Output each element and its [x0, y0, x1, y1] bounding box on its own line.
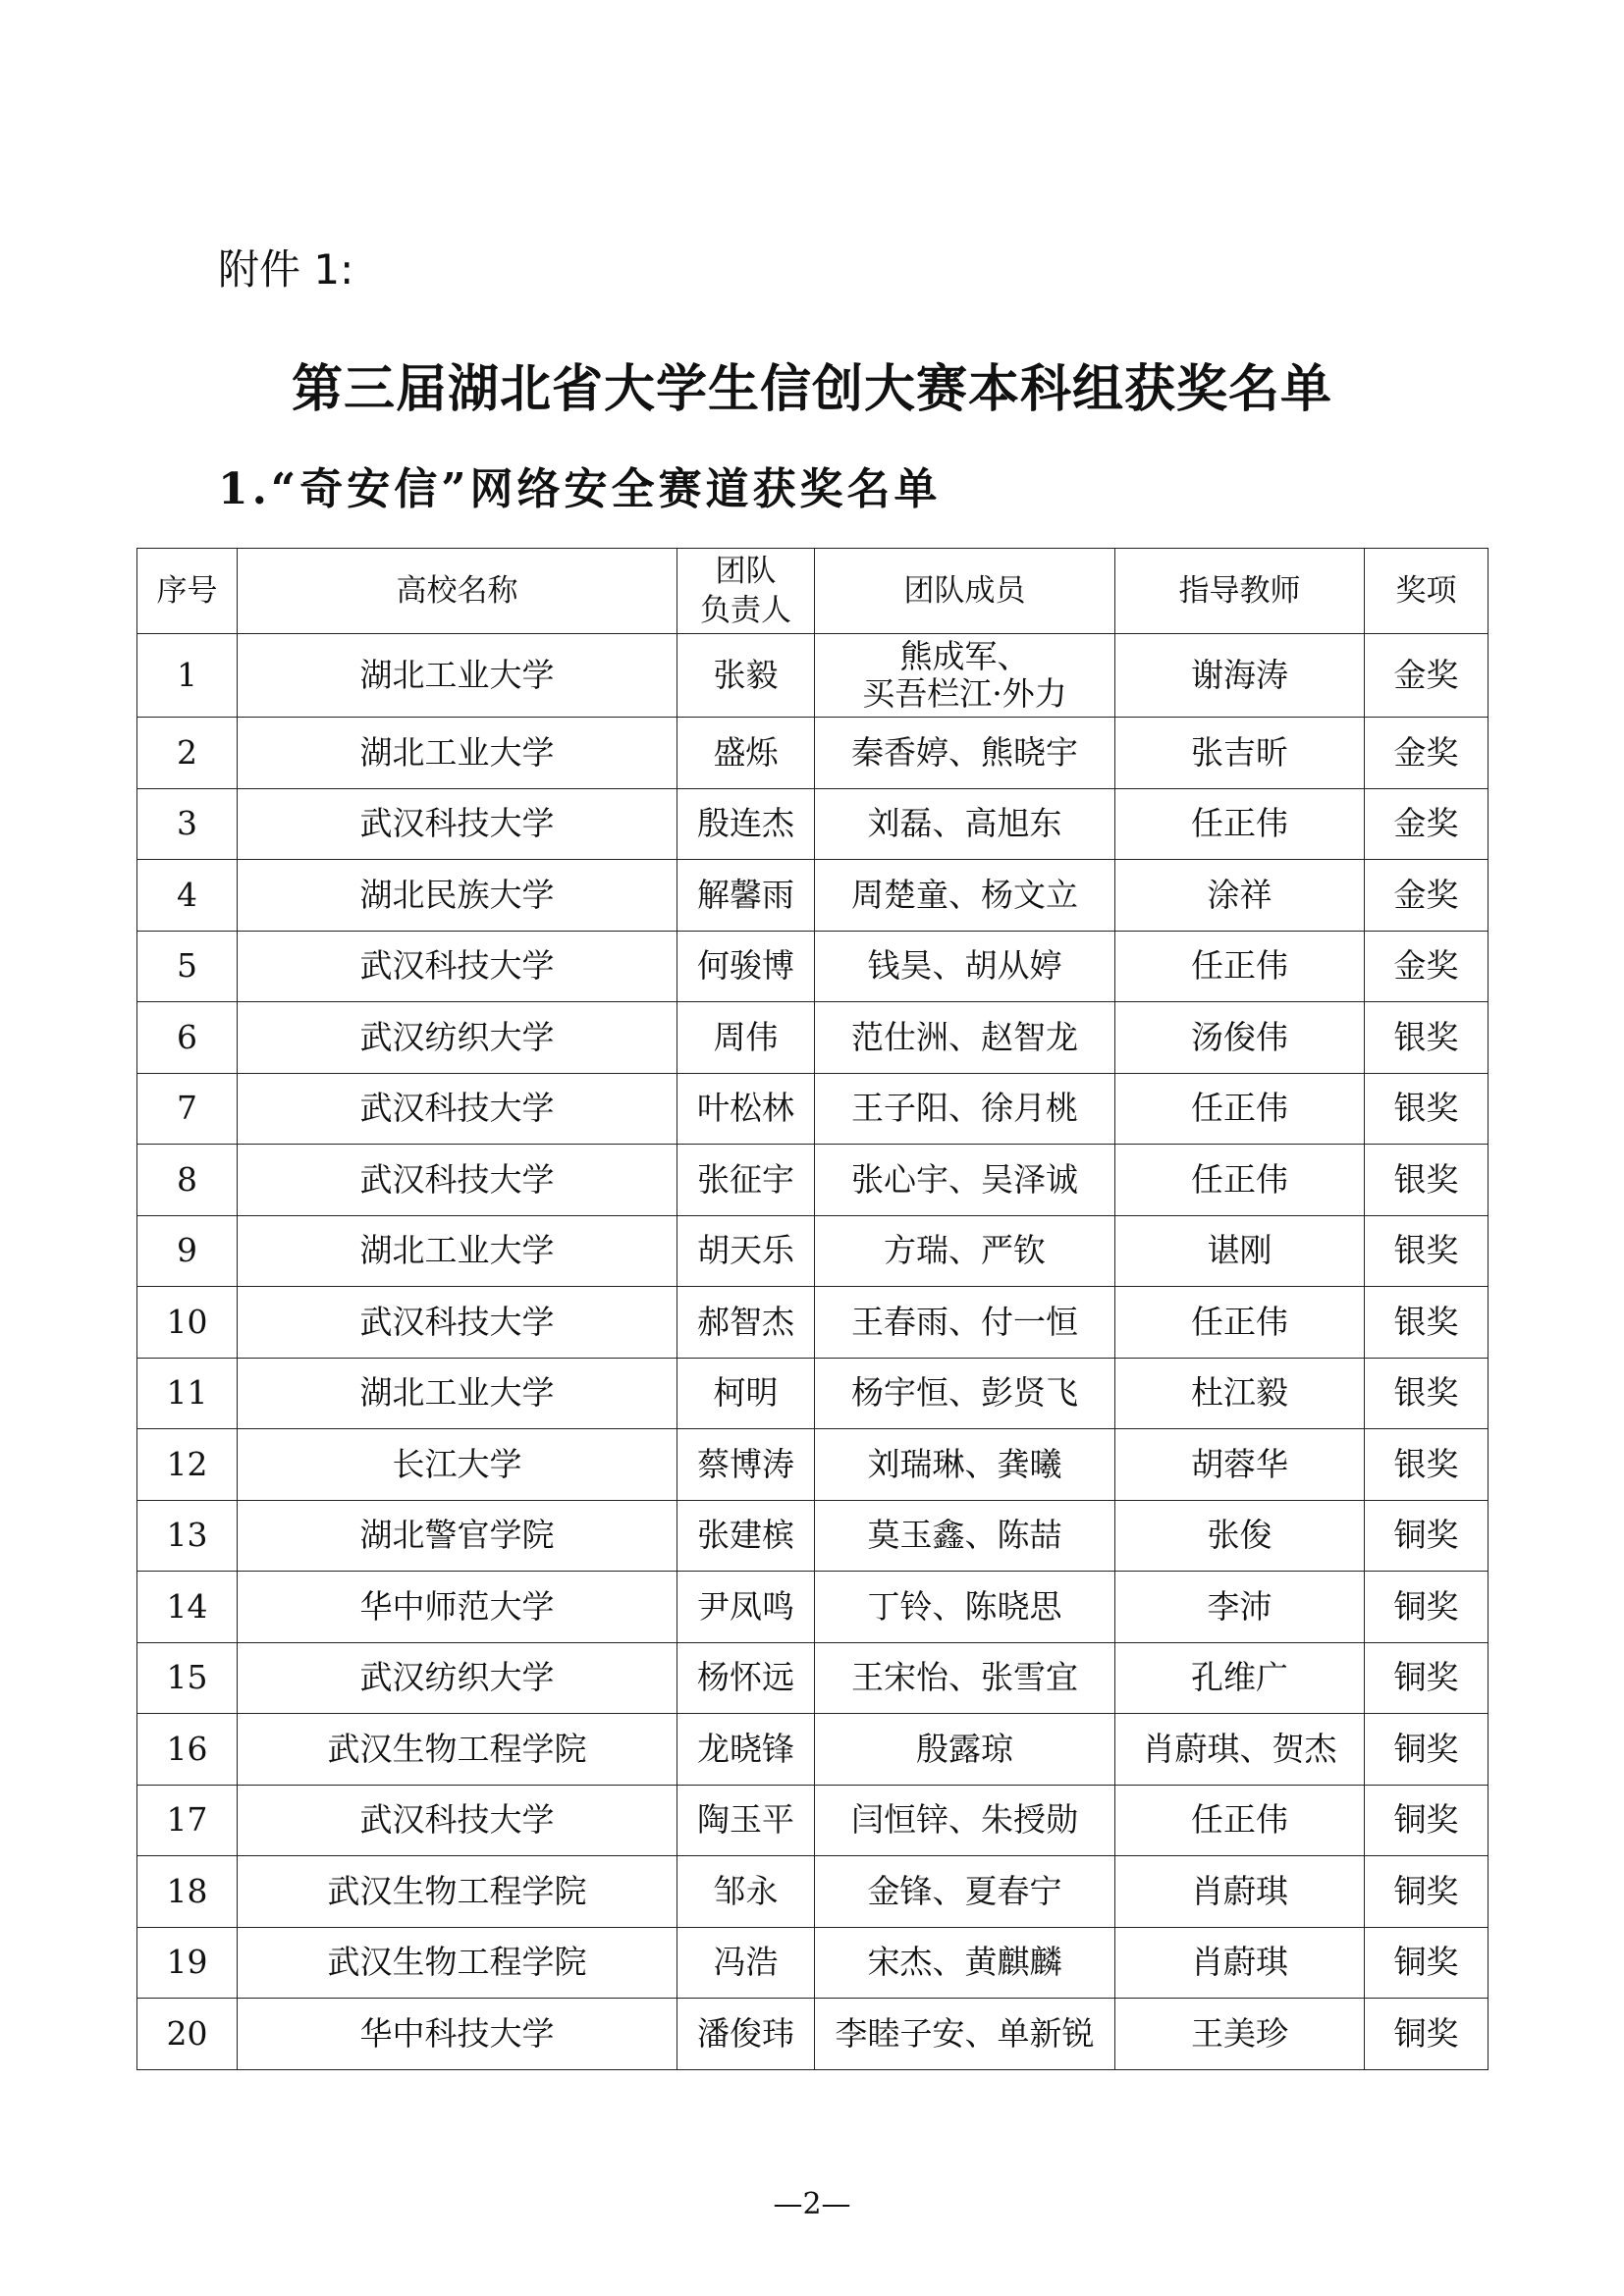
cell-index: 7	[137, 1073, 238, 1145]
cell-leader: 杨怀远	[677, 1642, 815, 1714]
cell-award: 银奖	[1365, 1145, 1489, 1216]
cell-leader: 陶玉平	[677, 1785, 815, 1856]
cell-advisor: 任正伟	[1115, 931, 1365, 1002]
cell-members	[815, 634, 1115, 718]
cell-advisor: 谢海涛	[1115, 634, 1365, 718]
cell-leader: 郝智杰	[677, 1287, 815, 1359]
table-row	[137, 634, 1489, 718]
cell-index: 8	[137, 1145, 238, 1216]
cell-school: 湖北工业大学	[238, 634, 677, 718]
cell-award: 铜奖	[1365, 1572, 1489, 1643]
cell-index: 1	[137, 634, 238, 718]
header-award: 奖项	[1365, 549, 1489, 634]
cell-index: 16	[137, 1714, 238, 1786]
cell-advisor: 肖蔚琪、贺杰	[1115, 1714, 1365, 1786]
cell-index: 10	[137, 1287, 238, 1359]
cell-leader: 尹凤鸣	[677, 1572, 815, 1643]
cell-advisor: 肖蔚琪	[1115, 1856, 1365, 1928]
table-row	[137, 1785, 1489, 1856]
table-row	[137, 1999, 1489, 2070]
header-index: 序号	[137, 549, 238, 634]
cell-school: 武汉科技大学	[238, 1145, 677, 1216]
cell-index: 4	[137, 860, 238, 932]
cell-advisor: 孔维广	[1115, 1642, 1365, 1714]
cell-school: 武汉生物工程学院	[238, 1856, 677, 1928]
cell-award: 金奖	[1365, 931, 1489, 1002]
cell-leader: 冯浩	[677, 1927, 815, 1999]
cell-school: 湖北警官学院	[238, 1500, 677, 1572]
cell-school: 华中科技大学	[238, 1999, 677, 2070]
cell-school: 湖北工业大学	[238, 1358, 677, 1429]
cell-award: 金奖	[1365, 634, 1489, 718]
header-leader-line2: 负责人	[700, 593, 791, 628]
page-number: —2—	[773, 2187, 851, 2221]
cell-members: 杨宇恒、彭贤飞	[815, 1358, 1115, 1429]
cell-school: 武汉生物工程学院	[238, 1714, 677, 1786]
cell-advisor: 杜江毅	[1115, 1358, 1365, 1429]
cell-school: 湖北工业大学	[238, 718, 677, 789]
cell-members: 范仕洲、赵智龙	[815, 1002, 1115, 1074]
cell-members: 秦香婷、熊晓宇	[815, 718, 1115, 789]
header-leader-line1: 团队	[715, 554, 777, 589]
cell-award: 金奖	[1365, 860, 1489, 932]
cell-leader: 何骏博	[677, 931, 815, 1002]
cell-advisor: 任正伟	[1115, 788, 1365, 860]
cell-leader: 龙晓锋	[677, 1714, 815, 1786]
cell-school: 武汉科技大学	[238, 788, 677, 860]
table-row	[137, 1145, 1489, 1216]
cell-members: 王宋怡、张雪宜	[815, 1642, 1115, 1714]
cell-index: 3	[137, 788, 238, 860]
cell-index: 5	[137, 931, 238, 1002]
cell-advisor: 张吉昕	[1115, 718, 1365, 789]
table-row	[137, 1215, 1489, 1287]
cell-index: 15	[137, 1642, 238, 1714]
cell-members: 金锋、夏春宁	[815, 1856, 1115, 1928]
attachment-label: 附件 1:	[218, 245, 354, 294]
cell-leader: 潘俊玮	[677, 1999, 815, 2070]
cell-school: 武汉纺织大学	[238, 1002, 677, 1074]
cell-school: 武汉科技大学	[238, 1073, 677, 1145]
cell-leader: 张毅	[677, 634, 815, 718]
cell-school: 长江大学	[238, 1429, 677, 1501]
cell-advisor: 任正伟	[1115, 1785, 1365, 1856]
cell-award: 铜奖	[1365, 1785, 1489, 1856]
cell-members: 丁铃、陈晓思	[815, 1572, 1115, 1643]
table-row	[137, 718, 1489, 789]
cell-index: 6	[137, 1002, 238, 1074]
cell-advisor: 涂祥	[1115, 860, 1365, 932]
cell-members: 周楚童、杨文立	[815, 860, 1115, 932]
cell-advisor: 胡蓉华	[1115, 1429, 1365, 1501]
cell-school: 武汉纺织大学	[238, 1642, 677, 1714]
cell-advisor: 汤俊伟	[1115, 1002, 1365, 1074]
cell-leader: 盛烁	[677, 718, 815, 789]
cell-index: 12	[137, 1429, 238, 1501]
cell-members: 闫恒锌、朱授勋	[815, 1785, 1115, 1856]
cell-leader: 张建槟	[677, 1500, 815, 1572]
cell-award: 铜奖	[1365, 1500, 1489, 1572]
cell-members: 钱昊、胡从婷	[815, 931, 1115, 1002]
cell-award: 银奖	[1365, 1358, 1489, 1429]
table-row	[137, 1073, 1489, 1145]
section-heading: 1.“奇安信”网络安全赛道获奖名单	[218, 464, 942, 514]
cell-award: 银奖	[1365, 1429, 1489, 1501]
table-row	[137, 1002, 1489, 1074]
cell-leader: 叶松林	[677, 1073, 815, 1145]
cell-members-line2: 买吾栏江·外力	[862, 674, 1067, 713]
table-row	[137, 1927, 1489, 1999]
cell-school: 湖北民族大学	[238, 860, 677, 932]
header-members: 团队成员	[815, 549, 1115, 634]
cell-award: 银奖	[1365, 1287, 1489, 1359]
cell-school: 湖北工业大学	[238, 1215, 677, 1287]
cell-index: 14	[137, 1572, 238, 1643]
cell-members: 王春雨、付一恒	[815, 1287, 1115, 1359]
cell-award: 银奖	[1365, 1215, 1489, 1287]
cell-index: 20	[137, 1999, 238, 2070]
cell-school: 武汉生物工程学院	[238, 1927, 677, 1999]
cell-school: 武汉科技大学	[238, 1785, 677, 1856]
cell-members: 刘瑞琳、龚曦	[815, 1429, 1115, 1501]
cell-members: 张心宇、吴泽诚	[815, 1145, 1115, 1216]
cell-index: 17	[137, 1785, 238, 1856]
cell-award: 银奖	[1365, 1002, 1489, 1074]
cell-leader: 张征宇	[677, 1145, 815, 1216]
award-table	[136, 548, 1489, 2070]
cell-members: 宋杰、黄麒麟	[815, 1927, 1115, 1999]
cell-members: 方瑞、严钦	[815, 1215, 1115, 1287]
cell-award: 铜奖	[1365, 1856, 1489, 1928]
cell-award: 金奖	[1365, 718, 1489, 789]
cell-advisor: 李沛	[1115, 1572, 1365, 1643]
cell-members: 刘磊、高旭东	[815, 788, 1115, 860]
cell-leader: 胡天乐	[677, 1215, 815, 1287]
document-title: 第三届湖北省大学生信创大赛本科组获奖名单	[291, 359, 1332, 419]
table-row	[137, 1642, 1489, 1714]
cell-members: 殷露琼	[815, 1714, 1115, 1786]
cell-members: 王子阳、徐月桃	[815, 1073, 1115, 1145]
cell-advisor: 谌刚	[1115, 1215, 1365, 1287]
cell-index: 19	[137, 1927, 238, 1999]
cell-index: 9	[137, 1215, 238, 1287]
table-row	[137, 788, 1489, 860]
header-leader	[677, 549, 815, 634]
cell-advisor: 张俊	[1115, 1500, 1365, 1572]
cell-index: 13	[137, 1500, 238, 1572]
cell-school: 华中师范大学	[238, 1572, 677, 1643]
table-row	[137, 1429, 1489, 1501]
table-header-row	[137, 549, 1489, 634]
cell-award: 铜奖	[1365, 1927, 1489, 1999]
cell-award: 银奖	[1365, 1073, 1489, 1145]
table-row	[137, 1358, 1489, 1429]
cell-leader: 解馨雨	[677, 860, 815, 932]
cell-leader: 柯明	[677, 1358, 815, 1429]
cell-award: 铜奖	[1365, 1999, 1489, 2070]
cell-members-line1: 熊成军、	[899, 637, 1030, 675]
cell-advisor: 任正伟	[1115, 1073, 1365, 1145]
table-row	[137, 931, 1489, 1002]
cell-members: 莫玉鑫、陈喆	[815, 1500, 1115, 1572]
cell-leader: 殷连杰	[677, 788, 815, 860]
cell-advisor: 肖蔚琪	[1115, 1927, 1365, 1999]
table-row	[137, 1500, 1489, 1572]
header-advisor: 指导教师	[1115, 549, 1365, 634]
cell-leader: 邹永	[677, 1856, 815, 1928]
table-row	[137, 1856, 1489, 1928]
cell-award: 金奖	[1365, 788, 1489, 860]
cell-index: 11	[137, 1358, 238, 1429]
cell-advisor: 王美珍	[1115, 1999, 1365, 2070]
cell-award: 铜奖	[1365, 1714, 1489, 1786]
cell-index: 2	[137, 718, 238, 789]
table-row	[137, 1287, 1489, 1359]
table-row	[137, 1714, 1489, 1786]
cell-leader: 周伟	[677, 1002, 815, 1074]
cell-index: 18	[137, 1856, 238, 1928]
cell-school: 武汉科技大学	[238, 931, 677, 1002]
cell-school: 武汉科技大学	[238, 1287, 677, 1359]
header-school: 高校名称	[238, 549, 677, 634]
cell-advisor: 任正伟	[1115, 1287, 1365, 1359]
cell-members: 李睦子安、单新锐	[815, 1999, 1115, 2070]
cell-advisor: 任正伟	[1115, 1145, 1365, 1216]
table-row	[137, 860, 1489, 932]
table-row	[137, 1572, 1489, 1643]
cell-award: 铜奖	[1365, 1642, 1489, 1714]
cell-leader: 蔡博涛	[677, 1429, 815, 1501]
